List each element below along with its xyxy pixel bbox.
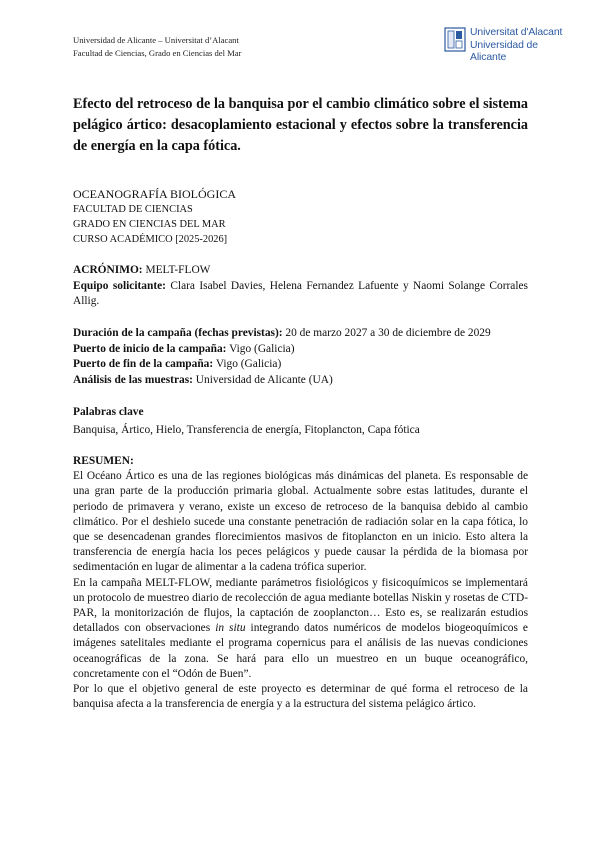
analysis-row <box>73 373 528 389</box>
document-title: Efecto del retroceso de la banquisa por el cambio climático sobre el sistema pelágico ártico: desacoplamiento estacional y efectos sobre la transferencia de energía en la capa fótica. <box>73 96 528 154</box>
faculty-line: Facultad de Ciencias, Grado en Ciencias del Mar <box>73 48 242 58</box>
team-label: Equipo solicitante: <box>73 279 166 292</box>
campaign-details <box>73 326 528 388</box>
abstract-section <box>73 454 528 712</box>
start-port-value: Vigo (Galicia) <box>226 342 295 355</box>
university-emblem-icon <box>444 27 466 52</box>
end-port-row <box>73 357 528 373</box>
abstract-paragraph-2 <box>73 576 528 682</box>
academic-year: CURSO ACADÉMICO [2025-2026] <box>73 234 228 245</box>
logo-text-spanish: Universidad de Alicante <box>470 39 538 63</box>
project-identification <box>73 263 528 310</box>
team-row <box>73 279 528 310</box>
duration-row <box>73 326 528 342</box>
page-header <box>73 34 241 60</box>
acronym-row <box>73 263 528 279</box>
analysis-label: Análisis de las muestras: <box>73 373 193 386</box>
team-value: Clara Isabel Davies, Helena Fernandez Lafuente y Naomi Solange Corrales Allig. <box>73 279 528 307</box>
start-port-row <box>73 342 528 358</box>
abstract-paragraph-1: El Océano Ártico es una de las regiones biológicas más dinámicas del planeta. Es responsable de una gran parte de la producción primaria global. Actualmente sobre estas latitudes, durante el periodo de primavera y verano, existe un exceso de retroceso de la banquisa debido al cambio climático. Por el deshielo sucede una constante penetración de radiación solar en la capa fótica, lo que se desencadenan grandes florecimientos masivos de fitoplancton en un inicio. Esto altera la transferencia de energía hacia los peces pelágicos y puede causar la pérdida de la biomasa por sedimentación en lugar de alimentar a la cadena trófica superior. <box>73 470 528 574</box>
keywords-label: Palabras clave <box>73 406 144 418</box>
abstract-label: RESUMEN: <box>73 455 134 467</box>
acronym-label: ACRÓNIMO: <box>73 264 143 276</box>
abstract-p2-text-end: integrando datos numéricos de modelos biogeoquímicos e imágenes satelitales mediante el programa copernicus para el análisis de las nuevas condiciones oceanográficas de la zona. Se hará para ello un muestreo en un buque oceanográfico, concretamente con el “Odón de Buen”. <box>73 622 528 680</box>
abstract-p2-text: En la campaña MELT-FLOW, mediante parámetros fisiológicos y fisicoquímicos se implementará un protocolo de muestreo diario de recolección de agua mediante botellas Niskin y rosetas de CTD-PAR, la monitorización de flujos, la captación de zooplancton… Esto es, se realizarán estudios detallados con observaciones <box>73 576 528 635</box>
analysis-value: Universidad de Alicante (UA) <box>192 373 333 386</box>
keywords-value: Banquisa, Ártico, Hielo, Transferencia de energía, Fitoplancton, Capa fótica <box>73 423 420 436</box>
logo-text-valencian: Universitat d'Alacant <box>470 27 563 38</box>
keywords-section <box>73 405 528 438</box>
start-port-label: Puerto de inicio de la campaña: <box>73 342 227 355</box>
course-name: OCEANOGRAFÍA BIOLÓGICA <box>73 187 237 201</box>
abstract-paragraph-3: Por lo que el objetivo general de este proyecto es determinar de qué forma el retroceso de la banquisa afecta a la transferencia de energía y a la estructura del sistema pelágico ártico. <box>73 683 528 711</box>
duration-label: Duración de la campaña (fechas previstas): <box>73 327 283 339</box>
university-logo <box>444 27 574 63</box>
end-port-value: Vigo (Galicia) <box>213 358 282 370</box>
course-info <box>73 187 528 247</box>
acronym-value: MELT-FLOW <box>142 264 211 276</box>
abstract-p2-italic: in situ <box>215 622 246 635</box>
duration-value: 20 de marzo 2027 a 30 de diciembre de 2029 <box>282 327 491 339</box>
faculty-name: FACULTAD DE CIENCIAS <box>73 204 193 215</box>
university-line: Universidad de Alicante – Universitat d’Alacant <box>73 35 239 45</box>
degree-name: GRADO EN CIENCIAS DEL MAR <box>73 219 226 230</box>
end-port-label: Puerto de fin de la campaña: <box>73 358 214 370</box>
